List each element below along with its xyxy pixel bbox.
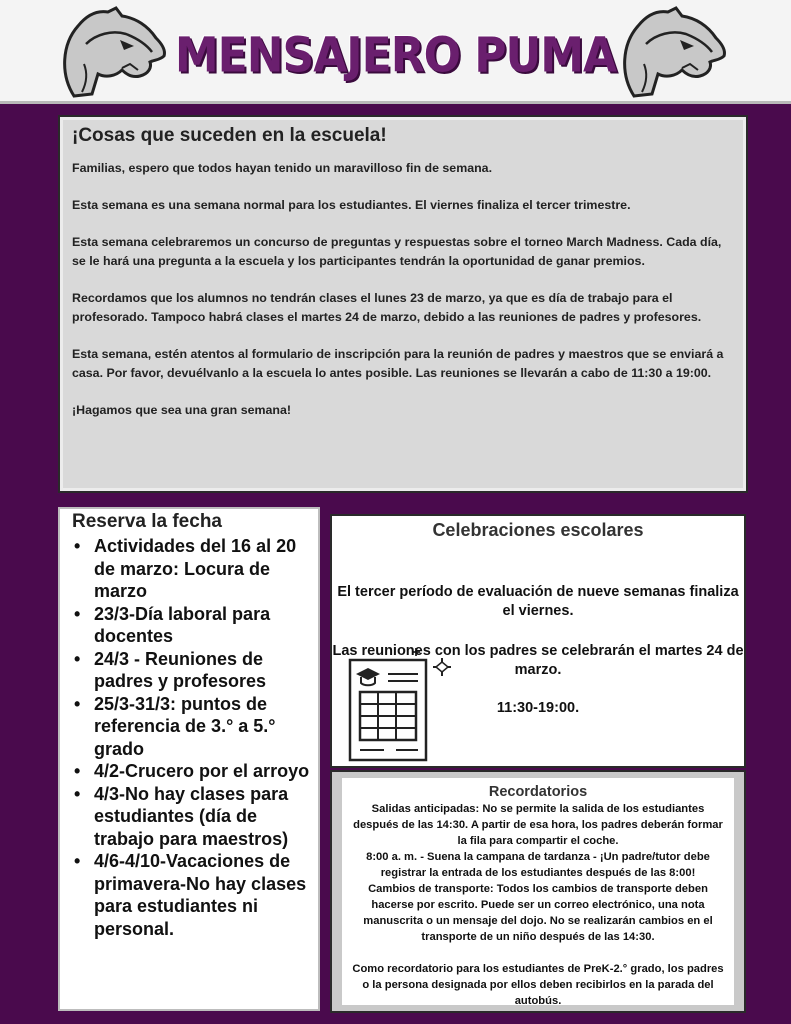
celebration-grading-period: El tercer período de evaluación de nueve semanas finaliza el viernes. — [337, 584, 739, 619]
list-item: • 4/2-Crucero por el arroyo — [72, 760, 314, 783]
save-the-date-section — [58, 507, 320, 1011]
news-paragraph: Esta semana celebraremos un concurso de preguntas y respuestas sobre el torneo March Madness. Cada día, se le hará una pregunta a la escuela y los participantes tendrán la oportunidad de ganar premios. — [72, 235, 722, 268]
list-item: • 24/3 - Reuniones de padres y profesores — [72, 648, 314, 693]
school-news-section — [58, 115, 748, 493]
reminder-paragraph: 8:00 a. m. - Suena la campana de tardanza - ¡Un padre/tutor debe registrar la entrada de los estudiantes después de las 8:00! — [366, 851, 710, 879]
news-paragraph: Recordamos que los alumnos no tendrán clases el lunes 23 de marzo, ya que es día de trabajo para el profesorado. Tampoco habrá clases el martes 24 de marzo, debido a las reuniones de padres y profesores. — [72, 291, 702, 324]
reminder-closing: Como recordatorio para los estudiantes de PreK-2.° grado, los padres o la persona designada por ellos deben recibirlos en la parada del autobús. — [352, 963, 724, 1007]
list-item: • 4/3-No hay clases para estudiantes (día de trabajo para maestros) — [72, 783, 314, 851]
newsletter-header — [0, 0, 791, 104]
news-paragraph: Esta semana, estén atentos al formulario de inscripción para la reunión de padres y maestros que se enviará a casa. Por favor, devuélvanlo a la escuela lo antes posible. Las reuniones se llevarán a cabo de 11:30 a 19:00. — [72, 347, 724, 380]
news-paragraph: Esta semana es una semana normal para los estudiantes. El viernes finaliza el tercer trimestre. — [72, 198, 631, 212]
reminder-paragraph: Salidas anticipadas: No se permite la salida de los estudiantes después de las 14:30. A partir de esa hora, los padres deberán formar la fila para compartir el coche. — [353, 803, 723, 847]
save-the-date-list — [72, 535, 314, 940]
save-the-date-heading: Reserva la fecha — [72, 511, 222, 532]
news-paragraph: ¡Hagamos que sea una gran semana! — [72, 403, 291, 417]
newsletter-title: MENSAJERO PUMA — [174, 27, 617, 84]
reminder-paragraph: Cambios de transporte: Todos los cambios de transporte deben hacerse por escrito. Puede ser un correo electrónico, una nota manuscrita o un mensaje del dojo. No se realizarán cambios en el transporte de un niño después de las 14:30. — [363, 883, 713, 943]
celebration-conferences: Las reuniones con los padres se celebrarán el martes 24 de marzo. — [332, 643, 744, 678]
list-item: • 4/6-4/10-Vacaciones de primavera-No hay clases para estudiantes ni personal. — [72, 850, 314, 940]
reminders-card — [342, 778, 734, 1005]
celebrations-heading: Celebraciones escolares — [432, 520, 644, 540]
reminders-section — [330, 770, 746, 1013]
celebration-time: 11:30-19:00. — [496, 700, 580, 716]
list-item: • Actividades del 16 al 20 de marzo: Locura de marzo — [72, 535, 314, 603]
puma-mascot-icon — [616, 4, 728, 104]
celebrations-section — [330, 514, 746, 768]
school-news-heading: ¡Cosas que suceden en la escuela! — [72, 125, 387, 146]
list-item: • 25/3-31/3: puntos de referencia de 3.° a 5.° grado — [72, 693, 314, 761]
list-item: • 23/3-Día laboral para docentes — [72, 603, 314, 648]
puma-mascot-icon — [56, 4, 168, 104]
news-paragraph: Familias, espero que todos hayan tenido un maravilloso fin de semana. — [72, 161, 493, 175]
reminders-heading: Recordatorios — [488, 784, 588, 800]
